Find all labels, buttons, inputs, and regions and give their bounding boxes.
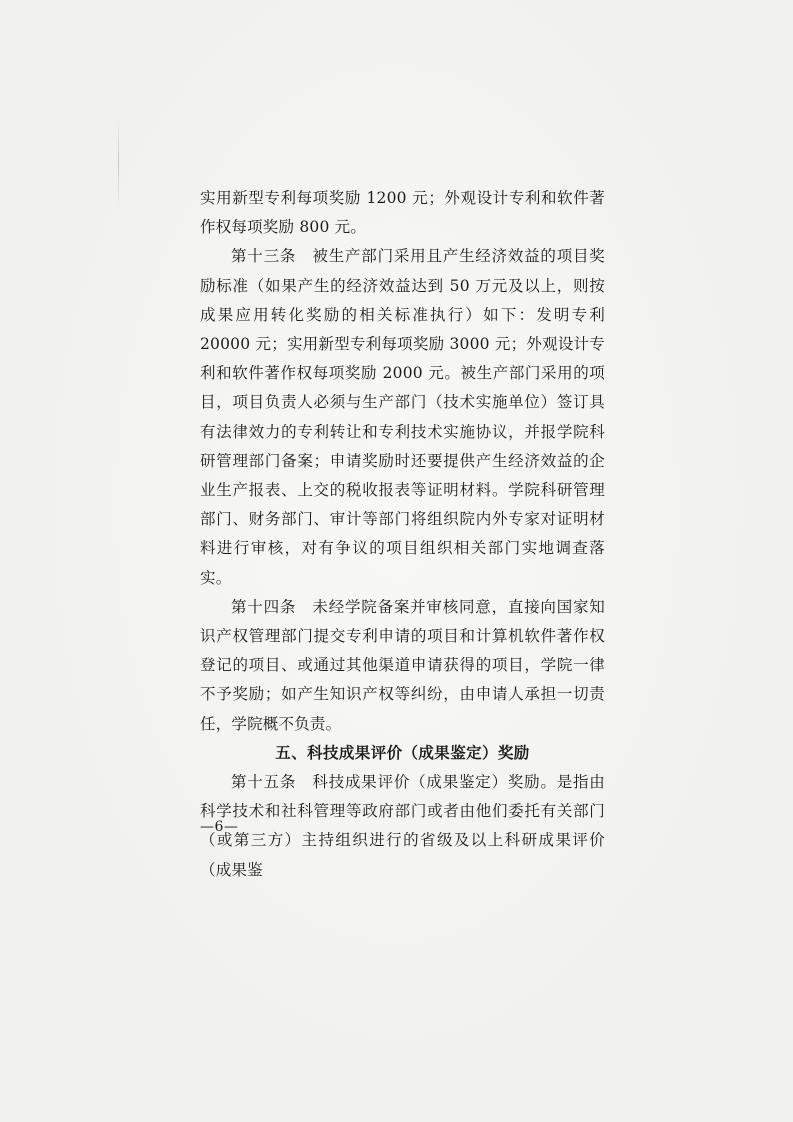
scan-mark (118, 118, 119, 208)
paragraph-article-13: 第十三条 被生产部门采用且产生经济效益的项目奖励标准（如果产生的经济效益达到 50 万元及以上，则按成果应用转化奖励的相关标准执行）如下：发明专利 20000 元；实用新型专利每项奖励 3000 元；外观设计专利和软件著作权每项奖励 2000 元。被生产部门采用的项目，项目负责人必须与生产部门（技术实施单位）签订具有法律效力的专利转让和专利技术实施协议，并报学院科研管理部门备案；申请奖励时还要提供产生经济效益的企业生产报表、上交的税收报表等证明材料。学院科研管理部门、财务部门、审计等部门将组织院内外专家对证明材料进行审核，对有争议的项目组织相关部门实地调查落实。 (200, 247, 605, 587)
section-heading: 五、科技成果评价（成果鉴定）奖励 (275, 743, 530, 762)
paragraph-continuation: 实用新型专利每项奖励 1200 元；外观设计专利和软件著作权每项奖励 800 元。 (200, 189, 605, 237)
page-number: —6— (200, 819, 239, 835)
paragraph-article-14: 第十四条 未经学院备案并审核同意，直接向国家知识产权管理部门提交专利申请的项目和计算机软件著作权登记的项目、或通过其他渠道申请获得的项目，学院一律不予奖励；如产生知识产权等纠纷，由申请人承担一切责任，学院概不负责。 (200, 597, 605, 733)
document-body (200, 184, 605, 885)
paragraph-article-15: 第十五条 科技成果评价（成果鉴定）奖励。是指由科学技术和社科管理等政府部门或者由他们委托有关部门（或第三方）主持组织进行的省级及以上科研成果评价（成果鉴 (200, 773, 605, 879)
